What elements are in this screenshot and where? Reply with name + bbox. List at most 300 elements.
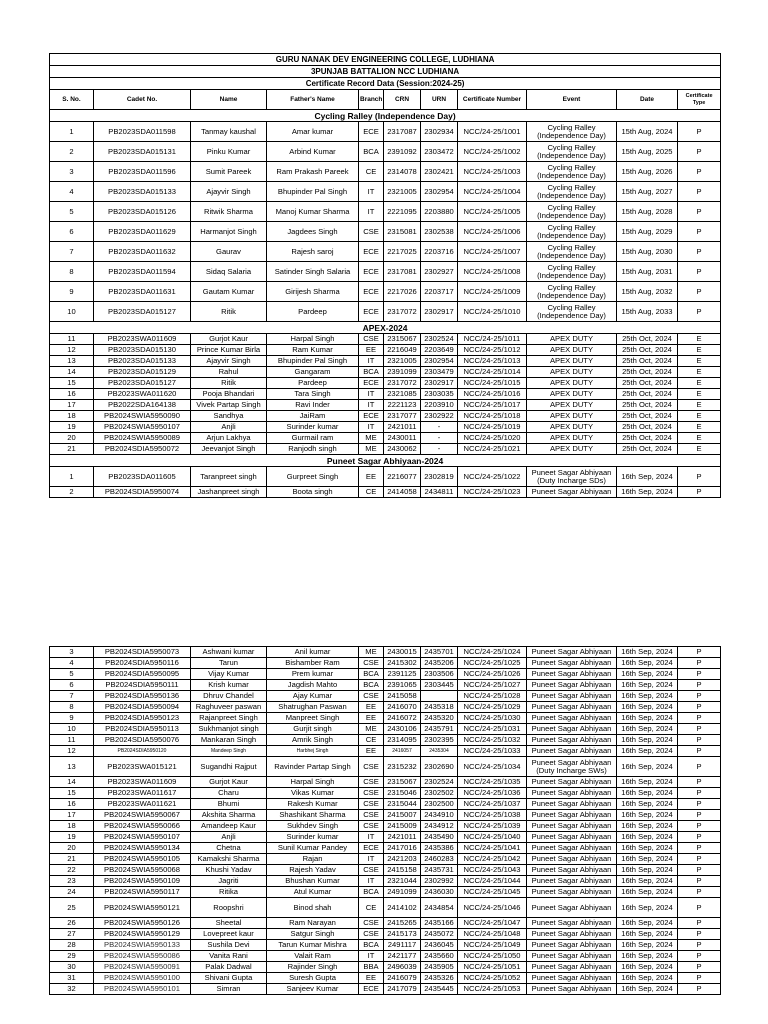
cell-certificate-type: P: [678, 940, 721, 951]
cell-cadet-no: PB2023SDA011594: [94, 262, 191, 282]
cell-certificate-number: NCC/24-25/1047: [458, 918, 527, 929]
cell-branch: EE: [359, 746, 384, 757]
cell-sno: 21: [50, 444, 94, 455]
cell-certificate-number: NCC/24-25/1049: [458, 940, 527, 951]
cell-certificate-type: E: [678, 433, 721, 444]
cell-certificate-type: E: [678, 334, 721, 345]
cell-father-name: Ravinder Partap Singh: [267, 757, 359, 777]
cell-cadet-no: PB2023SDA011629: [94, 222, 191, 242]
cell-branch: IT: [359, 951, 384, 962]
table-row: [50, 182, 721, 202]
column-header-certificate-number: Certificate Number: [458, 90, 527, 110]
cell-certificate-type: P: [678, 202, 721, 222]
cell-event: APEX DUTY: [527, 378, 617, 389]
cell-certificate-type: P: [678, 680, 721, 691]
cell-date: 25th Oct, 2024: [617, 389, 678, 400]
cell-certificate-number: NCC/24-25/1036: [458, 788, 527, 799]
cell-urn: 2303445: [421, 680, 458, 691]
cell-name: Amandeep Kaur: [191, 821, 267, 832]
cell-branch: ECE: [359, 378, 384, 389]
cell-cadet-no: PB2024SDIA5950116: [94, 658, 191, 669]
cell-event: Cycling Ralley (Independence Day): [527, 142, 617, 162]
cell-certificate-type: P: [678, 962, 721, 973]
cell-branch: ECE: [359, 262, 384, 282]
cell-date: 16th Sep, 2024: [617, 876, 678, 887]
cell-date: 25th Oct, 2024: [617, 444, 678, 455]
cell-branch: BBA: [359, 962, 384, 973]
cell-urn: 2435318: [421, 702, 458, 713]
cell-certificate-number: NCC/24-25/1050: [458, 951, 527, 962]
cell-sno: 25: [50, 898, 94, 918]
cell-event: Cycling Ralley (Independence Day): [527, 302, 617, 322]
cell-cadet-no: PB2023SDA015129: [94, 367, 191, 378]
cell-cadet-no: PB2024SDIA5950120: [94, 746, 191, 757]
certificate-table-page-2: [49, 646, 721, 995]
column-header-branch: Branch: [359, 90, 384, 110]
cell-cadet-no: PB2024SWIA5950126: [94, 918, 191, 929]
cell-certificate-type: P: [678, 887, 721, 898]
cell-urn: 2460283: [421, 854, 458, 865]
cell-date: 25th Oct, 2024: [617, 422, 678, 433]
table-row: [50, 984, 721, 995]
cell-crn: 2391092: [384, 142, 421, 162]
cell-branch: CSE: [359, 658, 384, 669]
cell-name: Raghuveer paswan: [191, 702, 267, 713]
cell-cadet-no: PB2024SWIA5950066: [94, 821, 191, 832]
cell-date: 16th Sep, 2024: [617, 724, 678, 735]
cell-cadet-no: PB2024SWIA5950090: [94, 411, 191, 422]
cell-certificate-type: E: [678, 378, 721, 389]
cell-crn: 2421203: [384, 854, 421, 865]
cell-cadet-no: PB2023SWA015121: [94, 757, 191, 777]
table-row: [50, 262, 721, 282]
cell-father-name: Arbind Kumar: [267, 142, 359, 162]
cell-father-name: Atul Kumar: [267, 887, 359, 898]
cell-crn: 2315046: [384, 788, 421, 799]
table-row: [50, 876, 721, 887]
cell-sno: 16: [50, 389, 94, 400]
cell-certificate-number: NCC/24-25/1034: [458, 757, 527, 777]
cell-name: Gaurav: [191, 242, 267, 262]
cell-date: 25th Oct, 2024: [617, 378, 678, 389]
cell-sno: 15: [50, 788, 94, 799]
cell-certificate-number: NCC/24-25/1026: [458, 669, 527, 680]
table-row: [50, 898, 721, 918]
cell-father-name: Ajay Kumar: [267, 691, 359, 702]
cell-urn: 2302538: [421, 222, 458, 242]
cell-cadet-no: PB2023SDA015133: [94, 356, 191, 367]
cell-name: Kamakshi Sharma: [191, 854, 267, 865]
cell-certificate-type: P: [678, 746, 721, 757]
table-row: [50, 302, 721, 322]
cell-name: Pinku Kumar: [191, 142, 267, 162]
cell-branch: ME: [359, 444, 384, 455]
cell-certificate-type: P: [678, 865, 721, 876]
cell-urn: 2435304: [421, 746, 458, 757]
cell-date: 15th Aug, 2033: [617, 302, 678, 322]
cell-father-name: Gangaram: [267, 367, 359, 378]
cell-certificate-type: P: [678, 142, 721, 162]
cell-cadet-no: PB2024SWIA5950107: [94, 422, 191, 433]
cell-branch: ECE: [359, 242, 384, 262]
cell-certificate-number: NCC/24-25/1016: [458, 389, 527, 400]
cell-sno: 5: [50, 669, 94, 680]
table-row: [50, 810, 721, 821]
cell-certificate-type: P: [678, 487, 721, 498]
cell-crn: 2415058: [384, 691, 421, 702]
cell-crn: 2415302: [384, 658, 421, 669]
section-title-text: APEX-2024: [50, 322, 721, 334]
cell-certificate-type: E: [678, 367, 721, 378]
cell-name: Palak Dadwal: [191, 962, 267, 973]
cell-crn: 2315067: [384, 777, 421, 788]
cell-urn: 2435701: [421, 647, 458, 658]
cell-father-name: Ram Prakash Pareek: [267, 162, 359, 182]
cell-certificate-type: P: [678, 810, 721, 821]
cell-father-name: Ravi Inder: [267, 400, 359, 411]
cell-urn: [421, 691, 458, 702]
cell-father-name: Sukhdev Singh: [267, 821, 359, 832]
cell-date: 25th Oct, 2024: [617, 367, 678, 378]
cell-cadet-no: PB2023SDA015126: [94, 202, 191, 222]
cell-certificate-type: P: [678, 122, 721, 142]
cell-certificate-number: NCC/24-25/1010: [458, 302, 527, 322]
cell-date: 16th Sep, 2024: [617, 843, 678, 854]
cell-name: Gurjot Kaur: [191, 777, 267, 788]
cell-certificate-number: NCC/24-25/1037: [458, 799, 527, 810]
cell-urn: -: [421, 433, 458, 444]
cell-crn: 2417016: [384, 843, 421, 854]
cell-father-name: Rakesh Kumar: [267, 799, 359, 810]
cell-name: Vivek Partap Singh: [191, 400, 267, 411]
cell-certificate-type: E: [678, 389, 721, 400]
cell-date: 16th Sep, 2024: [617, 691, 678, 702]
cell-urn: 2203716: [421, 242, 458, 262]
cell-event: Puneet Sagar Abhiyaan: [527, 973, 617, 984]
cell-cadet-no: PB2024SWIA5950105: [94, 854, 191, 865]
column-header-row: [50, 90, 721, 110]
cell-sno: 12: [50, 345, 94, 356]
cell-date: 16th Sep, 2024: [617, 680, 678, 691]
section-title-text: Puneet Sagar Abhiyaan-2024: [50, 455, 721, 467]
cell-crn: 2314078: [384, 162, 421, 182]
cell-name: Charu: [191, 788, 267, 799]
cell-certificate-type: P: [678, 242, 721, 262]
cell-cadet-no: PB2024SDIA5950113: [94, 724, 191, 735]
cell-sno: 11: [50, 735, 94, 746]
battalion-title-text: 3PUNJAB BATTALION NCC LUDHIANA: [50, 66, 721, 78]
cell-branch: ECE: [359, 282, 384, 302]
table-row: [50, 162, 721, 182]
table-row: [50, 843, 721, 854]
cell-event: Cycling Ralley (Independence Day): [527, 122, 617, 142]
cell-certificate-number: NCC/24-25/1005: [458, 202, 527, 222]
cell-sno: 27: [50, 929, 94, 940]
cell-branch: CSE: [359, 810, 384, 821]
cell-crn: 2216049: [384, 345, 421, 356]
table-row: [50, 918, 721, 929]
cell-name: Ashwani kumar: [191, 647, 267, 658]
cell-certificate-number: NCC/24-25/1011: [458, 334, 527, 345]
cell-crn: 2430062: [384, 444, 421, 455]
cell-certificate-type: P: [678, 222, 721, 242]
cell-branch: ECE: [359, 984, 384, 995]
cell-crn: 2415265: [384, 918, 421, 929]
cell-cadet-no: PB2023SWA011620: [94, 389, 191, 400]
cell-date: 16th Sep, 2024: [617, 487, 678, 498]
cell-urn: 2302690: [421, 757, 458, 777]
cell-branch: ME: [359, 724, 384, 735]
cell-urn: 2303479: [421, 367, 458, 378]
cell-urn: 2435386: [421, 843, 458, 854]
cell-urn: 2435166: [421, 918, 458, 929]
cell-crn: 2414102: [384, 898, 421, 918]
cell-urn: 2436030: [421, 887, 458, 898]
cell-sno: 23: [50, 876, 94, 887]
cell-date: 25th Oct, 2024: [617, 433, 678, 444]
cell-branch: ECE: [359, 843, 384, 854]
cell-father-name: Harbhej Singh: [267, 746, 359, 757]
cell-branch: BCA: [359, 142, 384, 162]
cell-certificate-type: P: [678, 854, 721, 865]
table-row: [50, 122, 721, 142]
table-row: [50, 282, 721, 302]
cell-date: 16th Sep, 2024: [617, 984, 678, 995]
cell-date: 16th Sep, 2024: [617, 962, 678, 973]
cell-date: 16th Sep, 2024: [617, 854, 678, 865]
cell-certificate-number: NCC/24-25/1044: [458, 876, 527, 887]
cell-crn: 2315044: [384, 799, 421, 810]
cell-branch: CE: [359, 735, 384, 746]
cell-crn: 2314095: [384, 735, 421, 746]
column-header-event: Event: [527, 90, 617, 110]
cell-certificate-type: P: [678, 757, 721, 777]
cell-father-name: Manoj Kumar Sharma: [267, 202, 359, 222]
cell-certificate-number: NCC/24-25/1024: [458, 647, 527, 658]
cell-date: 15th Aug, 2026: [617, 162, 678, 182]
cell-urn: 2434912: [421, 821, 458, 832]
cell-event: Puneet Sagar Abhiyaan: [527, 898, 617, 918]
cell-sno: 9: [50, 282, 94, 302]
cell-crn: 2430106: [384, 724, 421, 735]
cell-certificate-number: NCC/24-25/1046: [458, 898, 527, 918]
cell-event: Puneet Sagar Abhiyaan: [527, 713, 617, 724]
cell-sno: 20: [50, 433, 94, 444]
column-header-sno: S. No.: [50, 90, 94, 110]
cell-father-name: Tarun Kumar Mishra: [267, 940, 359, 951]
cell-date: 16th Sep, 2024: [617, 832, 678, 843]
table-row: [50, 142, 721, 162]
cell-cadet-no: PB2023SDA011632: [94, 242, 191, 262]
cell-crn: 2421177: [384, 951, 421, 962]
cell-crn: 2321085: [384, 389, 421, 400]
cell-urn: 2302917: [421, 302, 458, 322]
cell-event: Cycling Ralley (Independence Day): [527, 242, 617, 262]
column-header-cadet-no: Cadet No.: [94, 90, 191, 110]
cell-event: Puneet Sagar Abhiyaan: [527, 887, 617, 898]
cell-branch: CE: [359, 487, 384, 498]
cell-certificate-number: NCC/24-25/1052: [458, 973, 527, 984]
cell-urn: 2434811: [421, 487, 458, 498]
cell-date: 16th Sep, 2024: [617, 821, 678, 832]
cell-date: 16th Sep, 2024: [617, 713, 678, 724]
cell-certificate-number: NCC/24-25/1009: [458, 282, 527, 302]
cell-father-name: Girijesh Sharma: [267, 282, 359, 302]
table-row: [50, 487, 721, 498]
cell-crn: 2217026: [384, 282, 421, 302]
cell-event: Puneet Sagar Abhiyaan: [527, 799, 617, 810]
cell-event: APEX DUTY: [527, 411, 617, 422]
cell-crn: 2391065: [384, 680, 421, 691]
cell-father-name: Ram Narayan: [267, 918, 359, 929]
cell-sno: 6: [50, 680, 94, 691]
cell-cadet-no: PB2024SWIA5950101: [94, 984, 191, 995]
cell-father-name: Bhupinder Pal Singh: [267, 356, 359, 367]
cell-crn: 2221095: [384, 202, 421, 222]
cell-cadet-no: PB2024SWIA5950129: [94, 929, 191, 940]
cell-certificate-number: NCC/24-25/1027: [458, 680, 527, 691]
cell-name: Akshita Sharma: [191, 810, 267, 821]
cell-father-name: Bishamber Ram: [267, 658, 359, 669]
cell-father-name: Bhushan Kumar: [267, 876, 359, 887]
cell-crn: 2416072: [384, 713, 421, 724]
cell-certificate-type: P: [678, 669, 721, 680]
cell-father-name: Surinder kumar: [267, 832, 359, 843]
cell-cadet-no: PB2024SWIA5950133: [94, 940, 191, 951]
cell-sno: 18: [50, 411, 94, 422]
cell-sno: 3: [50, 162, 94, 182]
cell-date: 16th Sep, 2024: [617, 702, 678, 713]
cell-cadet-no: PB2024SWIA5950100: [94, 973, 191, 984]
table-row: [50, 378, 721, 389]
cell-name: Ritwik Sharma: [191, 202, 267, 222]
cell-branch: IT: [359, 389, 384, 400]
cell-event: Puneet Sagar Abhiyaan (Duty Incharge SDs): [527, 467, 617, 487]
cell-cadet-no: PB2024SWIA5950086: [94, 951, 191, 962]
cell-crn: 2416057: [384, 746, 421, 757]
cell-certificate-type: P: [678, 843, 721, 854]
cell-father-name: Prem kumar: [267, 669, 359, 680]
cell-branch: CE: [359, 162, 384, 182]
cell-father-name: Anil kumar: [267, 647, 359, 658]
record-title-text: Certificate Record Data (Session:2024-25): [50, 78, 721, 90]
cell-cadet-no: PB2024SWIA5950068: [94, 865, 191, 876]
cell-branch: BCA: [359, 669, 384, 680]
cell-father-name: Sanjeev Kumar: [267, 984, 359, 995]
cell-sno: 3: [50, 647, 94, 658]
cell-urn: 2435490: [421, 832, 458, 843]
table-row: [50, 777, 721, 788]
cell-certificate-number: NCC/24-25/1051: [458, 962, 527, 973]
cell-crn: 2317072: [384, 302, 421, 322]
cell-cadet-no: PB2024SDIA5950111: [94, 680, 191, 691]
cell-father-name: Gurjit singh: [267, 724, 359, 735]
cell-event: Puneet Sagar Abhiyaan: [527, 669, 617, 680]
cell-certificate-type: P: [678, 821, 721, 832]
cell-branch: EE: [359, 345, 384, 356]
cell-name: Sukhmanjot singh: [191, 724, 267, 735]
cell-name: Jeevanjot Singh: [191, 444, 267, 455]
cell-cadet-no: PB2024SWIA5950107: [94, 832, 191, 843]
cell-sno: 8: [50, 702, 94, 713]
table-row: [50, 832, 721, 843]
cell-branch: CSE: [359, 777, 384, 788]
cell-crn: 2415158: [384, 865, 421, 876]
certificate-table-page-1: [49, 53, 721, 498]
cell-sno: 12: [50, 746, 94, 757]
cell-certificate-number: NCC/24-25/1039: [458, 821, 527, 832]
cell-sno: 30: [50, 962, 94, 973]
section-title: [50, 110, 721, 122]
cell-father-name: Satgur Singh: [267, 929, 359, 940]
cell-urn: 2302524: [421, 334, 458, 345]
cell-event: Cycling Ralley (Independence Day): [527, 182, 617, 202]
cell-certificate-type: E: [678, 411, 721, 422]
cell-certificate-number: NCC/24-25/1053: [458, 984, 527, 995]
table-row: [50, 746, 721, 757]
cell-crn: 2414058: [384, 487, 421, 498]
cell-urn: 2302395: [421, 735, 458, 746]
cell-event: Puneet Sagar Abhiyaan: [527, 854, 617, 865]
cell-crn: 2417079: [384, 984, 421, 995]
cell-branch: BCA: [359, 887, 384, 898]
cell-sno: 18: [50, 821, 94, 832]
college-title: [50, 54, 721, 66]
table-row: [50, 713, 721, 724]
cell-father-name: Binod shah: [267, 898, 359, 918]
cell-certificate-number: NCC/24-25/1025: [458, 658, 527, 669]
cell-certificate-number: NCC/24-25/1004: [458, 182, 527, 202]
cell-certificate-type: E: [678, 444, 721, 455]
cell-father-name: Manpreet Singh: [267, 713, 359, 724]
cell-name: Ajayvir Singh: [191, 182, 267, 202]
cell-date: 15th Aug, 2032: [617, 282, 678, 302]
cell-event: Puneet Sagar Abhiyaan: [527, 810, 617, 821]
cell-sno: 8: [50, 262, 94, 282]
table-row: [50, 444, 721, 455]
cell-name: Mandeep Singh: [191, 746, 267, 757]
cell-certificate-number: NCC/24-25/1006: [458, 222, 527, 242]
cell-father-name: Amar kumar: [267, 122, 359, 142]
cell-date: 16th Sep, 2024: [617, 647, 678, 658]
cell-father-name: Harpal Singh: [267, 777, 359, 788]
table-row: [50, 757, 721, 777]
cell-urn: 2434854: [421, 898, 458, 918]
cell-urn: 2302992: [421, 876, 458, 887]
cell-urn: 2302954: [421, 182, 458, 202]
cell-name: Pooja Bhandari: [191, 389, 267, 400]
table-row: [50, 202, 721, 222]
cell-sno: 19: [50, 422, 94, 433]
cell-certificate-number: NCC/24-25/1001: [458, 122, 527, 142]
cell-branch: IT: [359, 422, 384, 433]
cell-name: Simran: [191, 984, 267, 995]
cell-sno: 26: [50, 918, 94, 929]
cell-urn: 2302819: [421, 467, 458, 487]
cell-name: Sumit Pareek: [191, 162, 267, 182]
cell-sno: 13: [50, 757, 94, 777]
cell-crn: 2391099: [384, 367, 421, 378]
cell-branch: ME: [359, 647, 384, 658]
cell-father-name: Ram Kumar: [267, 345, 359, 356]
cell-event: APEX DUTY: [527, 389, 617, 400]
cell-name: Anjli: [191, 422, 267, 433]
cell-father-name: Rajan: [267, 854, 359, 865]
cell-certificate-type: P: [678, 918, 721, 929]
cell-sno: 29: [50, 951, 94, 962]
cell-sno: 16: [50, 799, 94, 810]
table-row: [50, 345, 721, 356]
